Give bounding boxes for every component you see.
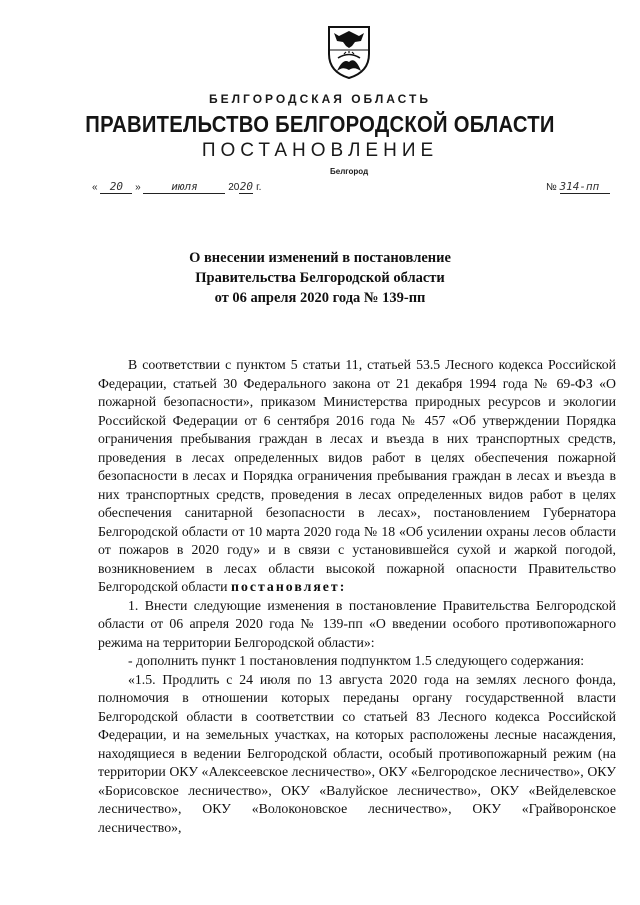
- paragraph-item-1: 1. Внести следующие изменения в постановление Правительства Белгородской области от 06 апреля 2020 года № 139-пп «О введении особого противопожарного режима на территории Белгородской области»:: [98, 597, 616, 650]
- number-prefix: №: [546, 182, 557, 193]
- document-body: [98, 356, 616, 837]
- resolves-word: постановляет:: [231, 579, 347, 594]
- title-line-2: Правительства Белгородской области: [195, 270, 445, 286]
- paragraph-preamble: [98, 356, 616, 597]
- date-open-quote: «: [92, 182, 98, 193]
- city-name: Белгород: [330, 167, 369, 176]
- paragraph-subitem-1-5: «1.5. Продлить с 24 июля по 13 августа 2020 года на землях лесного фонда, полномочия в отношении которых переданы органу государственной власти Белгородской области в соответствии со статьей 83 Лесного кодекса Российской Федерации, и на земельных участках, на которых расположены лесные насаждения, находящиеся в ведении Белгородской области, особый противопожарный режим (на территории ОКУ «Алексеевское лесничество», ОКУ «Белгородское лесничество», ОКУ «Борисовское лесничество», ОКУ «Валуйское лесничество», ОКУ «Вейделевское лесничество», ОКУ «Волоконовское лесничество», ОКУ «Грайворонское лесничество»,: [98, 671, 616, 835]
- region-name: БЕЛГОРОДСКАЯ ОБЛАСТЬ: [209, 92, 431, 106]
- date-close-quote: »: [135, 182, 141, 193]
- date-line: [92, 180, 261, 196]
- date-year-unit: г.: [256, 182, 262, 193]
- preamble-text: В соответствии с пунктом 5 статьи 11, статьей 53.5 Лесного кодекса Российской Федерации, статьей 30 Федерального закона от 21 декабря 1994 года № 69-ФЗ «О пожарной безопасности», приказом Министерства природных ресурсов и экологии Российской Федерации от 6 сентября 2016 года № 457 «Об утверждении Порядка ограничения пребывания граждан в лесах и въезда в них транспортных средств, проведения в лесах определенных видов работ в целях обеспечения пожарной безопасности в лесах и Порядка ограничения пребывания граждан в лесах и въезда в них транспортных средств, проведения в лесах определенных видов работ в целях обеспечения санитарной безопасности в лесах», постановлением Губернатора Белгородской области от 10 марта 2020 года № 18 «Об усилении охраны лесов области от пожаров в 2020 году» и в связи с установившейся сухой и жаркой погодой, возникновением в лесах области высокой пожарной опасности Правительство Белгородской области: [98, 357, 616, 594]
- document-number: [546, 180, 610, 194]
- document-title: [0, 248, 640, 308]
- title-line-3: от 06 апреля 2020 года № 139-пп: [214, 290, 426, 306]
- paragraph-amendment: - дополнить пункт 1 постановления подпунктом 1.5 следующего содержания:: [128, 653, 585, 668]
- date-year-prefix: 20: [228, 182, 240, 193]
- number-value: 314-пп: [560, 180, 610, 194]
- title-line-1: О внесении изменений в постановление: [189, 250, 451, 266]
- date-month: июля: [143, 180, 225, 194]
- document-type: ПОСТАНОВЛЕНИЕ: [201, 140, 439, 161]
- date-year-suffix: 20: [239, 180, 253, 193]
- date-day: 20: [100, 180, 132, 194]
- coat-of-arms-emblem: [326, 24, 372, 80]
- government-name: ПРАВИТЕЛЬСТВО БЕЛГОРОДСКОЙ ОБЛАСТИ: [85, 111, 555, 137]
